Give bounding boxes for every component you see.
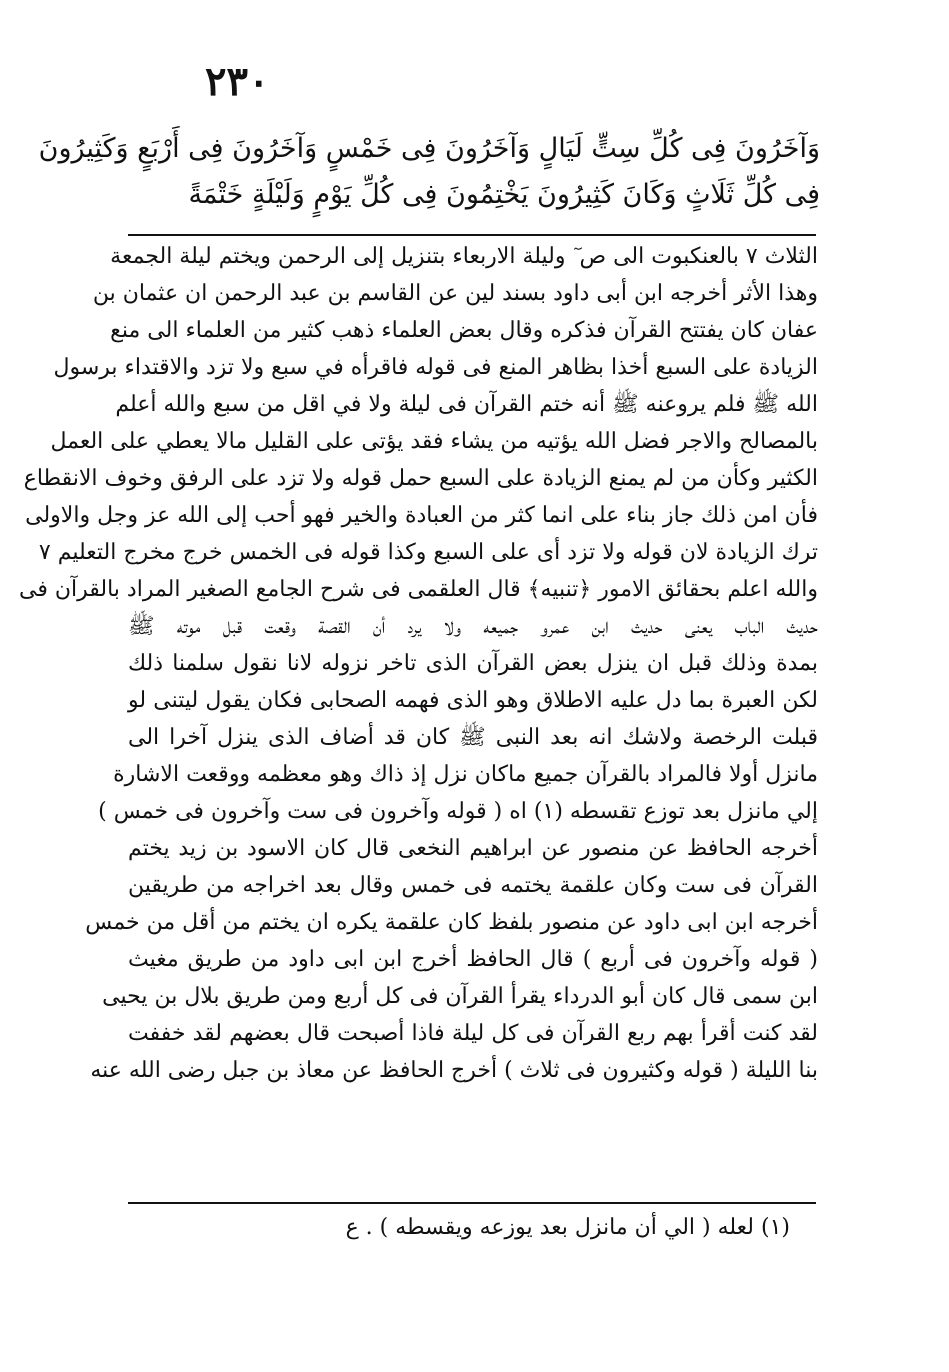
commentary-line: وهذا الأثر أخرجه ابن أبى داود بسند لين عن القاسم بن عبد الرحمن ان عثمان بن	[92, 281, 818, 306]
commentary-line: حديث الباب يعنى حديث ابن عمرو جميعه ولا يرد أن القصة وقعت قبل موته ﷺ	[128, 614, 818, 639]
commentary-line: الكثير وكأن من لم يمنع الزيادة على السبع حمل قوله ولا تزد على الرفق وخوف الانقطاع	[23, 466, 818, 491]
commentary-line: الثلاث ٧ بالعنكبوت الى ص ٓ وليلة الاربعاء بتنزيل إلى الرحمن ويختم ليلة الجمعة	[110, 244, 818, 269]
commentary-line: بمدة وذلك قبل ان ينزل بعض القرآن الذى تاخر نزوله لانا نقول سلمنا ذلك	[128, 651, 818, 676]
commentary-line: مانزل أولا فالمراد بالقرآن جميع ماكان نزل إذ ذاك وهو معظمه ووقعت الاشارة	[113, 762, 818, 787]
footnote: (١) لعله ( الي أن مانزل بعد يوزعه ويقسطه ) . ع	[345, 1215, 790, 1240]
main-text-block	[38, 126, 820, 218]
commentary-line: بالمصالح والاجر فضل الله يؤتيه من يشاء فقد يؤتى على القليل مالا يعطي على العمل	[50, 429, 818, 454]
main-text-line: فِى كُلِّ ثَلَاثٍ وَكَانَ كَثِيرُونَ يَخْتِمُونَ فِى كُلِّ يَوْمٍ وَلَيْلَةٍ خَتْمَةً	[188, 179, 820, 210]
top-divider-rule	[128, 234, 816, 236]
commentary-line: ( قوله وآخرون فى أربع ) قال الحافظ أخرج ابن ابى داود من طريق مغيث	[128, 947, 818, 972]
commentary-block	[19, 238, 818, 1089]
commentary-line: لكن العبرة بما دل عليه الاطلاق وهو الذى فهمه الصحابى فكان يقول ليتنى لو	[128, 688, 818, 713]
page-number: ٢٣٠	[205, 58, 270, 105]
commentary-line: ترك الزيادة لان قوله ولا تزد أى على السبع وكذا قوله فى الخمس خرج مخرج التعليم ٧	[38, 540, 818, 565]
footnote-divider-rule	[128, 1202, 816, 1204]
commentary-line: عفان كان يفتتح القرآن فذكره وقال بعض العلماء ذهب كثير من العلماء الى منع	[110, 318, 818, 343]
commentary-line: لقد كنت أقرأ بهم ربع القرآن فى كل ليلة فاذا أصبحت قال بعضهم لقد خففت	[128, 1021, 818, 1046]
main-text-line: وَآخَرُونَ فِى كُلِّ سِتٍّ لَيَالٍ وَآخَرُونَ فِى خَمْسٍ وَآخَرُونَ فِى أَرْبَعٍ وَكَثِيرُونَ	[38, 133, 820, 164]
commentary-line: ابن سمى قال كان أبو الدرداء يقرأ القرآن فى كل أربع ومن طريق بلال بن يحيى	[102, 984, 818, 1009]
commentary-line: والله اعلم بحقائق الامور ﴿تنبيه﴾ قال العلقمى فى شرح الجامع الصغير المراد بالقرآن فى	[19, 577, 818, 602]
commentary-line: بنا الليلة ( قوله وكثيرون فى ثلاث ) أخرج الحافظ عن معاذ بن جبل رضى الله عنه	[90, 1058, 818, 1083]
commentary-line: فأن امن ذلك جاز بناء على انما كثر من العبادة والخير فهو أحب إلى الله عز وجل والاولى	[25, 503, 818, 528]
commentary-line: قبلت الرخصة ولاشك انه بعد النبى ﷺ كان قد أضاف الذى ينزل آخرا الى	[128, 725, 818, 750]
commentary-line: إلي مانزل بعد توزع تقسطه (١) اه ( قوله وآخرون فى ست وآخرون فى خمس )	[98, 799, 818, 824]
commentary-line: أخرجه ابن ابى داود عن منصور بلفظ كان علقمة يكره ان يختم من أقل من خمس	[85, 910, 818, 935]
commentary-line: القرآن فى ست وكان علقمة يختمه فى خمس وقال بعد اخراجه من طريقين	[128, 873, 818, 898]
commentary-line: الله ﷺ فلم يروعنه ﷺ أنه ختم القرآن فى ليلة ولا في اقل من سبع والله أعلم	[115, 392, 818, 417]
commentary-line: أخرجه الحافظ عن منصور عن ابراهيم النخعى قال كان الاسود بن زيد يختم	[128, 836, 818, 861]
commentary-line: الزيادة على السبع أخذا بظاهر المنع فى قوله فاقرأه في سبع ولا تزد والاقتداء برسول	[53, 355, 818, 380]
